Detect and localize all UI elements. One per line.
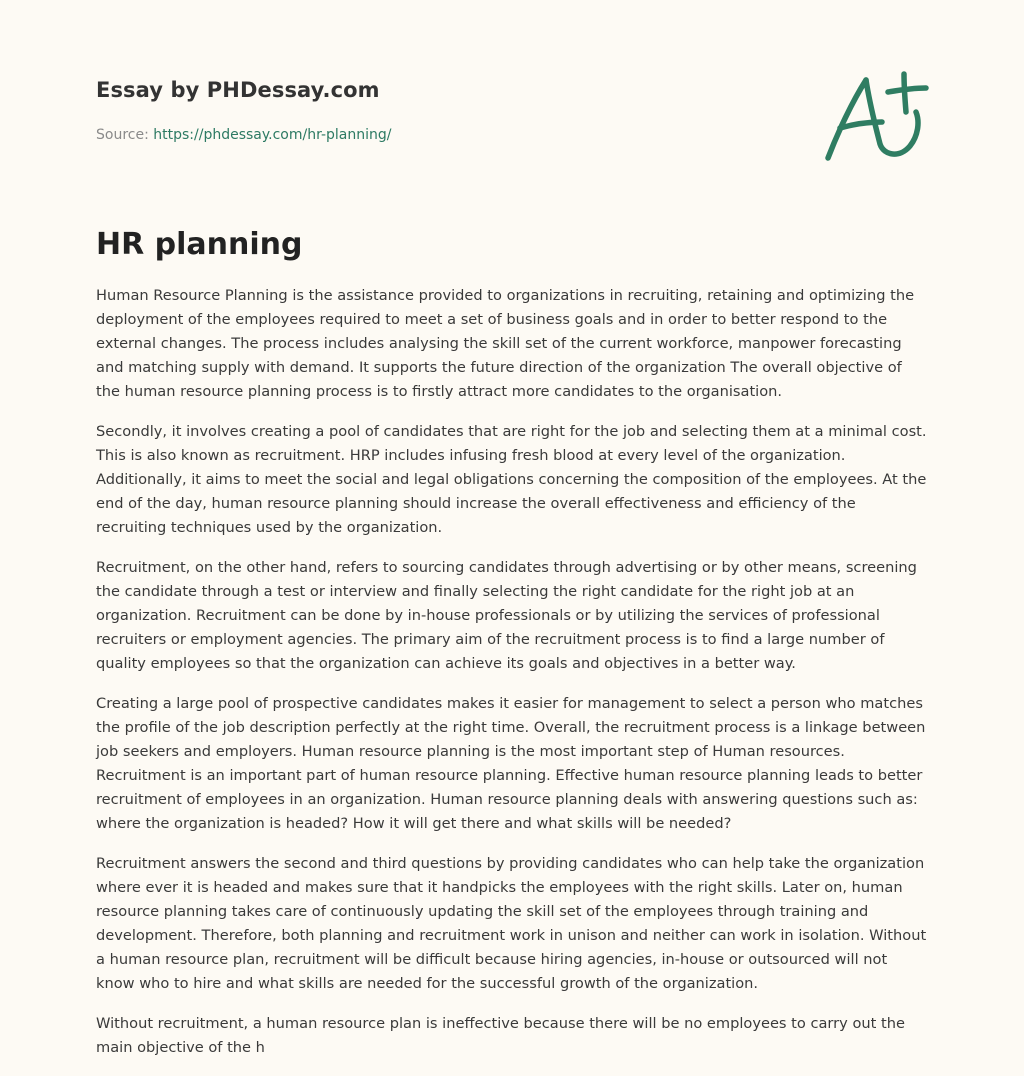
paragraph: Without recruitment, a human resource plan is ineffective because there will be no employees to carry out the main objective of the h (96, 1015, 905, 1056)
paragraph: Creating a large pool of prospective candidates makes it easier for management to select a person who matches the profile of the job description perfectly at the right time. Overall, the recruitment process is a linkage between job seekers and employers. Human resource planning is the most important step of Human resources. Recruitment is an important part of human resource planning. Effective human resource planning leads to better recruitment of employees in an organization. Human resource planning deals with answering questions such as: where the organization is headed? How it will get there and what skills will be needed? (96, 695, 926, 832)
paragraph: Secondly, it involves creating a pool of candidates that are right for the job and selecting them at a minimal cost. This is also known as recruitment. HRP includes infusing fresh blood at every level of the organization. Additionally, it aims to meet the social and legal obligations concerning the composition of the employees. At the end of the day, human resource planning should increase the overall effectiveness and efficiency of the recruiting techniques used by the organization. (96, 423, 927, 536)
paragraph: Human Resource Planning is the assistance provided to organizations in recruiting, retaining and optimizing the deployment of the employees required to meet a set of business goals and in order to better respond to the external changes. The process includes analysing the skill set of the current workforce, manpower forecasting and matching supply with demand. It supports the future direction of the organization The overall objective of the human resource planning process is to firstly attract more candidates to the organisation. (96, 287, 915, 400)
document-header (96, 76, 696, 145)
a-plus-grade-icon (818, 66, 932, 166)
essay-body (96, 284, 928, 1076)
essay-title: HR planning (96, 227, 303, 262)
brand-title: Essay by PHDessay.com (96, 78, 380, 102)
source-label: Source: (96, 127, 149, 143)
paragraph: Recruitment answers the second and third questions by providing candidates who can help take the organization where ever it is headed and makes sure that it handpicks the employees with the right skills. Later on, human resource planning takes care of continuously updating the skill set of the employees through training and development. Therefore, both planning and recruitment work in unison and neither can work in isolation. Without a human resource plan, recruitment will be difficult because hiring agencies, in-house or outsourced will not know who to hire and what skills are needed for the successful growth of the organization. (96, 855, 927, 992)
paragraph: Recruitment, on the other hand, refers to sourcing candidates through advertising or by other means, screening the candidate through a test or interview and finally selecting the right candidate for the right job at an organization. Recruitment can be done by in-house professionals or by utilizing the services of professional recruiters or employment agencies. The primary aim of the recruitment process is to find a large number of quality employees so that the organization can achieve its goals and objectives in a better way. (96, 559, 917, 672)
source-line (96, 125, 696, 145)
source-link[interactable]: https://phdessay.com/hr-planning/ (153, 127, 392, 143)
